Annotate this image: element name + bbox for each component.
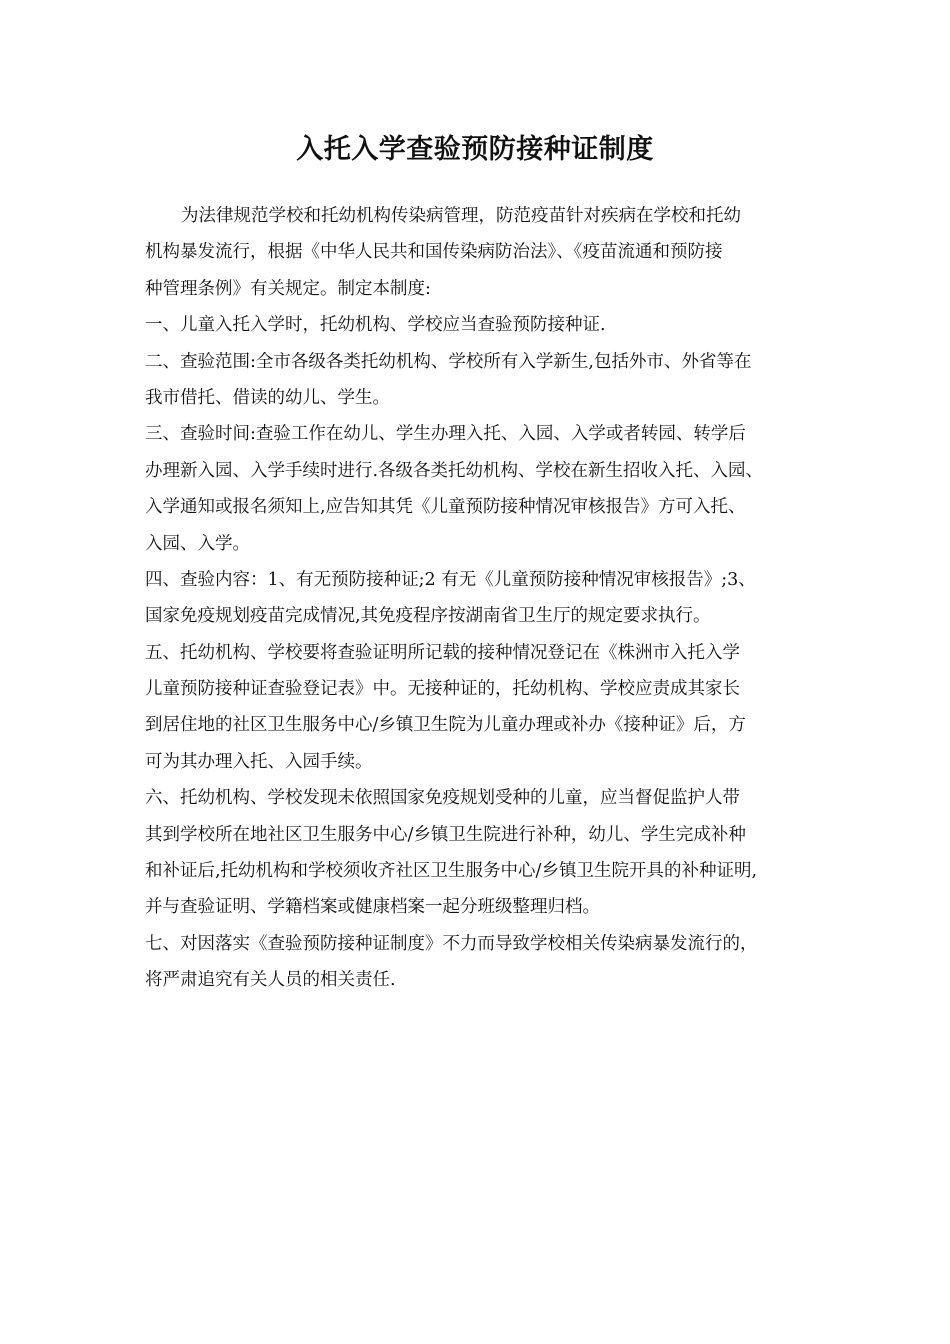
clause-5-line-1: 五、托幼机构、学校要将查验证明所记载的接种情况登记在《株洲市入托入学: [145, 642, 740, 663]
clause-4-line-2: 国家免疫规划疫苗完成情况,其免疫程序按湖南省卫生厅的规定要求执行。: [145, 606, 711, 627]
clause-6-line-4: 并与查验证明、学籍档案或健康档案一起分班级整理归档。: [145, 897, 600, 918]
document-title: 入托入学查验预防接种证制度: [296, 134, 654, 165]
intro-line-2: 机构暴发流行，根据《中华人民共和国传染病防治法》、《疫苗流通和预防接: [145, 242, 723, 263]
clause-6-line-3: 和补证后,托幼机构和学校须收齐社区卫生服务中心/乡镇卫生院开具的补种证明,: [145, 861, 758, 882]
clause-3-line-3: 入学通知或报名须知上,应告知其凭《儿童预防接种情况审核报告》方可入托、: [145, 497, 746, 518]
intro-line-3: 种管理条例》有关规定。制定本制度:: [145, 278, 431, 299]
clause-6-line-2: 其到学校所在地社区卫生服务中心/乡镇卫生院进行补种，幼儿、学生完成补种: [145, 824, 746, 845]
clause-3-line-2: 办理新入园、入学手续时进行.各级各类托幼机构、学校在新生招收入托、入园、: [145, 460, 764, 481]
clause-5-line-4: 可为其办理入托、入园手续。: [145, 751, 373, 772]
clause-3-line-4: 入园、入学。: [145, 533, 250, 554]
clause-4-line-1: 四、查验内容：1、有无预防接种证;2 有无《儿童预防接种情况审核报告》;3、: [145, 569, 756, 590]
clause-7-line-2: 将严肃追究有关人员的相关责任.: [145, 970, 396, 991]
clause-1-line-1: 一、儿童入托入学时，托幼机构、学校应当查验预防接种证.: [145, 315, 606, 336]
clause-3-line-1: 三、查验时间:查验工作在幼儿、学生办理入托、入园、入学或者转园、转学后: [145, 424, 746, 445]
clause-6-line-1: 六、托幼机构、学校发现未依照国家免疫规划受种的儿童，应当督促监护人带: [145, 788, 740, 809]
clause-2-line-2: 我市借托、借读的幼儿、学生。: [145, 387, 390, 408]
document-body: [145, 198, 810, 999]
clause-2-line-1: 二、查验范围:全市各级各类托幼机构、学校所有入学新生,包括外市、外省等在: [145, 351, 752, 372]
clause-5-line-3: 到居住地的社区卫生服务中心/乡镇卫生院为儿童办理或补办《接种证》后，方: [145, 715, 746, 736]
clause-7-line-1: 七、对因落实《查验预防接种证制度》不力而导致学校相关传染病暴发流行的，: [145, 933, 758, 954]
intro-line-1: 为法律规范学校和托幼机构传染病管理，防范疫苗针对疾病在学校和托幼: [181, 206, 741, 226]
clause-5-line-2: 儿童预防接种证查验登记表》中。无接种证的，托幼机构、学校应责成其家长: [145, 679, 740, 700]
